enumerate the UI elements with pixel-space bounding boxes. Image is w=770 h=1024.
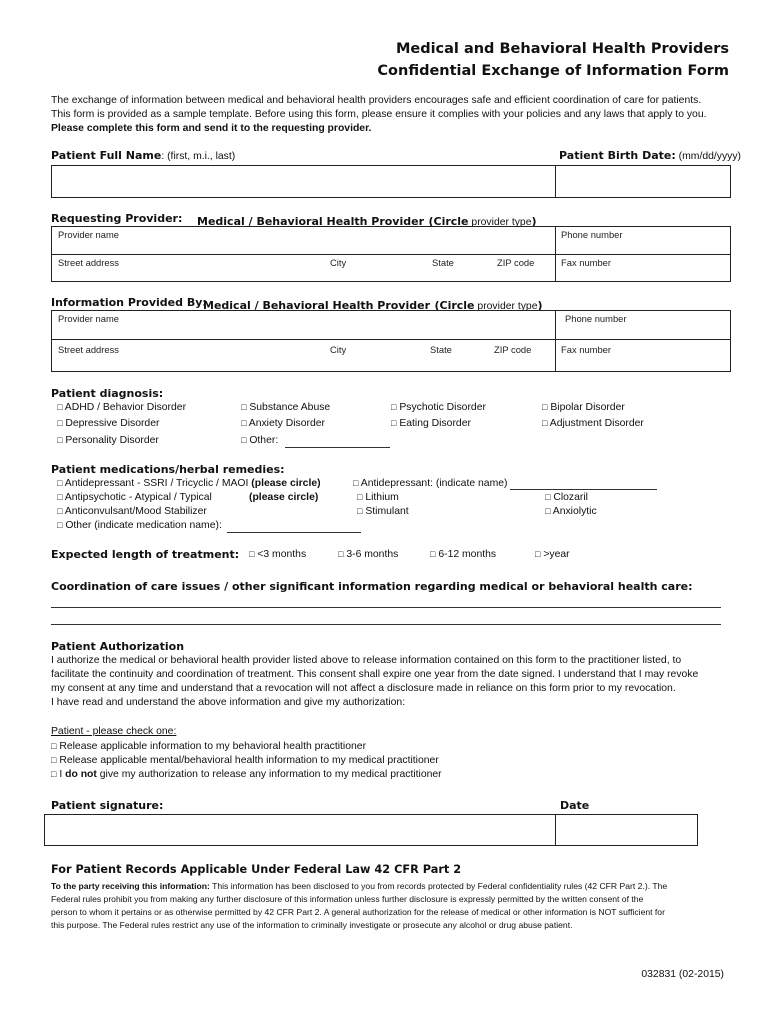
checkbox-icon[interactable]: □ <box>545 492 551 502</box>
authorization-line1: I authorize the medical or behavioral health provider listed above to release information contained on this form to the practitioner listed, to <box>51 655 682 666</box>
patient-birth-field[interactable] <box>556 166 730 197</box>
medications-label: Patient medications/herbal remedies: <box>51 463 285 476</box>
checkbox-icon[interactable]: □ <box>353 478 359 488</box>
coordination-line-1[interactable] <box>51 607 721 608</box>
provided-fax-label: Fax number <box>561 344 612 355</box>
form-title-line2: Confidential Exchange of Information Form <box>377 63 729 79</box>
requesting-street-label: Street address <box>58 257 119 268</box>
authorization-check-label: Patient - please check one: <box>51 726 177 737</box>
diagnosis-other-line[interactable] <box>285 447 390 448</box>
requesting-col-divider <box>555 226 556 282</box>
intro-line3: Please complete this form and send it to the requesting provider. <box>51 123 372 134</box>
provided-street-label: Street address <box>58 344 119 355</box>
authorization-option-do-not[interactable]: □ I do not give my authorization to release any information to my medical practitioner <box>51 769 442 780</box>
signature-date-label: Date <box>560 799 590 812</box>
provided-phone-label: Phone number <box>565 313 627 324</box>
diagnosis-option-psychotic[interactable]: □ Psychotic Disorder <box>391 402 486 413</box>
checkbox-icon[interactable]: □ <box>535 549 541 559</box>
provided-row-divider <box>51 339 731 340</box>
signature-label: Patient signature: <box>51 799 164 812</box>
checkbox-icon[interactable]: □ <box>391 402 397 412</box>
diagnosis-option-eating[interactable]: □ Eating Disorder <box>391 418 471 429</box>
intro-line1: The exchange of information between medical and behavioral health providers encourages safe and efficient coordination of care for patients. <box>51 95 702 106</box>
requesting-row-divider <box>51 254 731 255</box>
provided-provider-name-label: Provider name <box>58 313 119 324</box>
diagnosis-option-substance[interactable]: □ Substance Abuse <box>241 402 331 413</box>
coordination-line-2[interactable] <box>51 624 721 625</box>
med-antipsychotic[interactable]: □ Antipsychotic - Atypical / Typical <box>57 492 212 503</box>
checkbox-icon[interactable]: □ <box>430 549 436 559</box>
checkbox-icon[interactable]: □ <box>249 549 255 559</box>
provided-by-box[interactable] <box>51 310 731 372</box>
checkbox-icon[interactable]: □ <box>241 402 247 412</box>
checkbox-icon[interactable]: □ <box>338 549 344 559</box>
requesting-zip-label: ZIP code <box>497 257 535 268</box>
checkbox-icon[interactable]: □ <box>241 435 247 445</box>
requesting-provider-type: Medical / Behavioral Health Provider (Circle provider type) <box>197 215 537 228</box>
med-please-circle-2: (please circle) <box>249 492 319 503</box>
intro-line2: This form is provided as a sample template. Before using this form, please ensure it complies with your policies and any laws that apply to you. <box>51 109 707 120</box>
checkbox-icon[interactable]: □ <box>542 402 548 412</box>
diagnosis-option-other[interactable]: □ Other: <box>241 435 279 446</box>
checkbox-icon[interactable]: □ <box>542 418 548 428</box>
requesting-provider-name-label: Provider name <box>58 229 119 240</box>
checkbox-icon[interactable]: □ <box>57 435 63 445</box>
med-antidep-ssri[interactable]: □ Antidepressant - SSRI / Tricyclic / MAOI (please circle) <box>57 478 321 489</box>
checkbox-icon[interactable]: □ <box>545 506 551 516</box>
authorization-line2: facilitate the continuity and coordination of treatment. This consent shall expire one year from the date signed. I understand that I may revoke <box>51 669 699 680</box>
checkbox-icon[interactable]: □ <box>357 506 363 516</box>
diagnosis-option-depressive[interactable]: □ Depressive Disorder <box>57 418 160 429</box>
checkbox-icon[interactable]: □ <box>241 418 247 428</box>
treatment-option-lt3[interactable]: □ <3 months <box>249 549 307 560</box>
signature-date-field[interactable] <box>556 815 697 845</box>
form-code: 032831 (02-2015) <box>641 969 724 980</box>
provided-by-type: Medical / Behavioral Health Provider (Circle provider type) <box>203 299 543 312</box>
requesting-state-label: State <box>432 257 454 268</box>
patient-birth-label: Patient Birth Date: (mm/dd/yyyy) <box>559 149 742 162</box>
med-antidep-indicate[interactable]: □ Antidepressant: (indicate name) <box>353 478 508 489</box>
diagnosis-label: Patient diagnosis: <box>51 387 164 400</box>
checkbox-icon[interactable]: □ <box>51 769 57 779</box>
treatment-option-6-12[interactable]: □ 6-12 months <box>430 549 497 560</box>
provided-city-label: City <box>330 344 347 355</box>
checkbox-icon[interactable]: □ <box>51 741 57 751</box>
diagnosis-option-adhd[interactable]: □ ADHD / Behavior Disorder <box>57 402 187 413</box>
form-title-line1: Medical and Behavioral Health Providers <box>395 41 729 57</box>
coordination-label: Coordination of care issues / other significant information regarding medical or behavioral health care: <box>51 580 693 593</box>
med-anxiolytic[interactable]: □ Anxiolytic <box>545 506 597 517</box>
federal-heading: For Patient Records Applicable Under Federal Law 42 CFR Part 2 <box>51 863 462 876</box>
treatment-option-year[interactable]: □ >year <box>535 549 570 560</box>
federal-line3: person to whom it pertains or as otherwise permitted by 42 CFR Part 2. A general authorization for the release of medical or other information is NOT sufficient for <box>51 907 665 917</box>
authorization-option-behavioral[interactable]: □ Release applicable information to my behavioral health practitioner <box>51 741 367 752</box>
diagnosis-option-adjustment[interactable]: □ Adjustment Disorder <box>542 418 644 429</box>
diagnosis-option-bipolar[interactable]: □ Bipolar Disorder <box>542 402 625 413</box>
checkbox-icon[interactable]: □ <box>357 492 363 502</box>
provided-by-label: Information Provided By: <box>51 296 207 309</box>
med-antidep-indicate-line[interactable] <box>510 489 657 490</box>
authorization-line3: my consent at any time and understand that a revocation will not affect a disclosure made in reliance on this form prior to my revocation. <box>51 683 676 694</box>
med-other-line[interactable] <box>227 532 361 533</box>
federal-line2: Federal rules prohibit you from making any further disclosure of this information unless further disclosure is expressly permitted by the written consent of the <box>51 894 644 904</box>
med-other[interactable]: □ Other (indicate medication name): <box>57 520 222 531</box>
authorization-line4: I have read and understand the above information and give my authorization: <box>51 697 406 708</box>
checkbox-icon[interactable]: □ <box>51 755 57 765</box>
checkbox-icon[interactable]: □ <box>57 478 63 488</box>
checkbox-icon[interactable]: □ <box>57 402 63 412</box>
checkbox-icon[interactable]: □ <box>57 492 63 502</box>
med-clozaril[interactable]: □ Clozaril <box>545 492 588 503</box>
requesting-phone-label: Phone number <box>561 229 623 240</box>
med-anticonvulsant[interactable]: □ Anticonvulsant/Mood Stabilizer <box>57 506 207 517</box>
authorization-heading: Patient Authorization <box>51 640 185 653</box>
provided-zip-label: ZIP code <box>494 344 532 355</box>
federal-line1: To the party receiving this information: This information has been disclosed to you from records protected by Federal confidentiality rules (42 CFR Part 2.). The <box>51 881 668 891</box>
checkbox-icon[interactable]: □ <box>57 520 63 530</box>
provided-col-divider <box>555 310 556 372</box>
diagnosis-option-personality[interactable]: □ Personality Disorder <box>57 435 159 446</box>
provided-state-label: State <box>430 344 452 355</box>
checkbox-icon[interactable]: □ <box>391 418 397 428</box>
patient-name-label: Patient Full Name: (first, m.i., last) <box>51 149 236 162</box>
requesting-city-label: City <box>330 257 347 268</box>
authorization-option-medical[interactable]: □ Release applicable mental/behavioral health information to my medical practitioner <box>51 755 439 766</box>
federal-line4: this purpose. The Federal rules restrict any use of the information to criminally investigate or prosecute any alcohol or drug abuse patient. <box>51 920 573 930</box>
checkbox-icon[interactable]: □ <box>57 506 63 516</box>
requesting-fax-label: Fax number <box>561 257 612 268</box>
checkbox-icon[interactable]: □ <box>57 418 63 428</box>
med-lithium[interactable]: □ Lithium <box>357 492 399 503</box>
treatment-option-3-6[interactable]: □ 3-6 months <box>338 549 399 560</box>
requesting-provider-label: Requesting Provider: <box>51 212 183 225</box>
treatment-label: Expected length of treatment: <box>51 548 240 561</box>
med-stimulant[interactable]: □ Stimulant <box>357 506 409 517</box>
diagnosis-option-anxiety[interactable]: □ Anxiety Disorder <box>241 418 325 429</box>
